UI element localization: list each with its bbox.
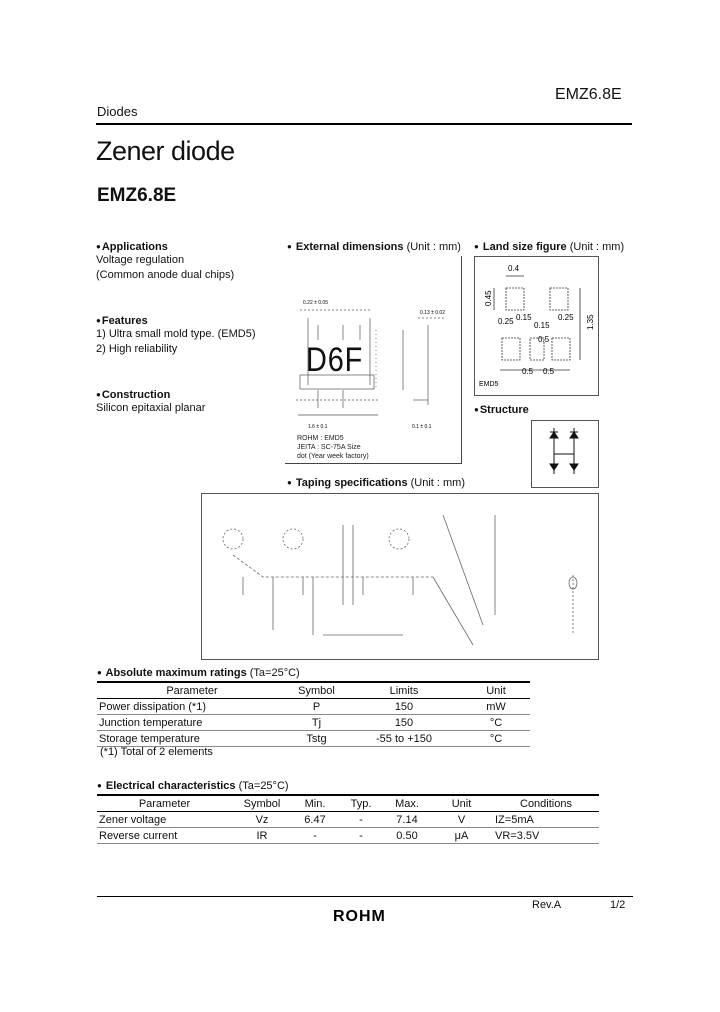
table-cell: P bbox=[287, 699, 346, 715]
features-heading: ● Features bbox=[96, 315, 256, 327]
land-dim: 0.25 bbox=[558, 313, 574, 322]
table-row bbox=[97, 715, 530, 731]
part-heading: EMZ6.8E bbox=[97, 185, 177, 206]
page-number: 1/2 bbox=[610, 899, 626, 911]
table-cell: - bbox=[292, 828, 338, 844]
table-cell: °C bbox=[462, 715, 530, 731]
table-cell: Tj bbox=[287, 715, 346, 731]
applications-heading: ● Applications bbox=[96, 241, 234, 253]
external-dimensions-unit: (Unit : mm) bbox=[406, 241, 461, 253]
structure-heading: ● Structure bbox=[474, 404, 529, 416]
column-header: Limits bbox=[346, 682, 462, 699]
package-note: dot (Year week factory) bbox=[297, 453, 369, 460]
land-dim: 1.35 bbox=[586, 314, 595, 330]
column-header: Parameter bbox=[97, 682, 287, 699]
column-header: Unit bbox=[462, 682, 530, 699]
rohm-logo bbox=[333, 907, 395, 923]
electrical-heading bbox=[97, 780, 289, 792]
taping-heading bbox=[287, 477, 465, 489]
table-cell: 7.14 bbox=[384, 812, 430, 828]
header-category: Diodes bbox=[97, 104, 138, 119]
table-cell: IR bbox=[232, 828, 292, 844]
external-dimensions-heading bbox=[287, 241, 461, 253]
column-header: Parameter bbox=[97, 795, 232, 812]
land-size-unit: (Unit : mm) bbox=[569, 241, 625, 253]
column-header: Symbol bbox=[287, 682, 346, 699]
abs-max-title: Absolute maximum ratings bbox=[105, 667, 247, 679]
table-cell: Storage temperature bbox=[97, 731, 287, 747]
table-cell: V bbox=[430, 812, 493, 828]
dimension-label: 0.1 ± 0.1 bbox=[412, 424, 432, 430]
table-cell: μA bbox=[430, 828, 493, 844]
revision: Rev.A bbox=[532, 899, 562, 911]
column-header: Max. bbox=[384, 795, 430, 812]
table-row bbox=[97, 828, 599, 844]
external-dimensions-title: External dimensions bbox=[295, 241, 404, 253]
structure-schematic bbox=[540, 424, 590, 482]
package-note: ROHM : EMD5 bbox=[297, 435, 344, 442]
footer-rule bbox=[97, 896, 633, 897]
table-row bbox=[97, 812, 599, 828]
land-dim: 0.25 bbox=[498, 317, 514, 326]
column-header: Unit bbox=[430, 795, 493, 812]
abs-max-condition: (Ta=25°C) bbox=[249, 667, 300, 679]
column-header: Conditions bbox=[493, 795, 599, 812]
column-header: Typ. bbox=[338, 795, 384, 812]
table-cell: Power dissipation (*1) bbox=[97, 699, 287, 715]
table-cell: 150 bbox=[346, 715, 462, 731]
land-size-heading bbox=[474, 241, 624, 253]
land-size-drawing bbox=[476, 258, 596, 392]
construction-heading: ● Construction bbox=[96, 389, 205, 401]
electrical-title: Electrical characteristics bbox=[105, 780, 236, 792]
table-cell: Vz bbox=[232, 812, 292, 828]
svg-text:ROHM: ROHM bbox=[333, 908, 386, 923]
land-size-title: Land size figure bbox=[482, 241, 567, 253]
construction-section bbox=[96, 389, 205, 416]
package-note: JEITA : SC-75A Size bbox=[297, 444, 361, 451]
applications-section bbox=[96, 241, 234, 283]
dimension-label: 1.6 ± 0.1 bbox=[308, 424, 328, 430]
table-cell: 6.47 bbox=[292, 812, 338, 828]
table-cell: - bbox=[338, 828, 384, 844]
land-package-label: EMD5 bbox=[479, 381, 499, 388]
taping-drawing bbox=[203, 495, 595, 655]
table-cell: mW bbox=[462, 699, 530, 715]
table-cell: 150 bbox=[346, 699, 462, 715]
table-cell: Reverse current bbox=[97, 828, 232, 844]
abs-max-heading bbox=[97, 667, 300, 679]
package-notes bbox=[297, 434, 369, 461]
taping-title: Taping specifications bbox=[295, 477, 408, 489]
column-header: Min. bbox=[292, 795, 338, 812]
applications-line: (Common anode dual chips) bbox=[96, 269, 235, 281]
table-cell: - bbox=[338, 812, 384, 828]
construction-line: Silicon epitaxial planar bbox=[96, 402, 206, 414]
table-row bbox=[97, 699, 530, 715]
land-dim: 0.5 bbox=[522, 367, 534, 376]
table-cell: VR=3.5V bbox=[493, 828, 599, 844]
features-line: 1) Ultra small mold type. (EMD5) bbox=[96, 328, 256, 340]
land-dim: 0.4 bbox=[508, 264, 520, 273]
table-header-row bbox=[97, 682, 530, 699]
abs-max-table bbox=[97, 681, 530, 747]
package-marking: D6F bbox=[306, 341, 364, 379]
table-cell: -55 to +150 bbox=[346, 731, 462, 747]
land-dim: 0.15 bbox=[516, 313, 532, 322]
features-section bbox=[96, 315, 256, 357]
electrical-condition: (Ta=25°C) bbox=[238, 780, 289, 792]
abs-max-note: (*1) Total of 2 elements bbox=[100, 746, 213, 758]
table-cell: Junction temperature bbox=[97, 715, 287, 731]
table-cell: 0.50 bbox=[384, 828, 430, 844]
features-line: 2) High reliability bbox=[96, 343, 178, 355]
header-rule bbox=[96, 123, 632, 125]
column-header: Symbol bbox=[232, 795, 292, 812]
land-dim: 0.15 bbox=[534, 321, 550, 330]
land-dim: 0.5 bbox=[538, 335, 550, 344]
taping-unit: (Unit : mm) bbox=[410, 477, 466, 489]
page-title: Zener diode bbox=[96, 136, 235, 166]
table-cell: Tstg bbox=[287, 731, 346, 747]
land-dim: 0.45 bbox=[484, 290, 493, 306]
table-cell: Zener voltage bbox=[97, 812, 232, 828]
table-cell: °C bbox=[462, 731, 530, 747]
applications-line: Voltage regulation bbox=[96, 254, 185, 266]
dimension-label: 0.13 ± 0.02 bbox=[420, 310, 445, 316]
table-cell: IZ=5mA bbox=[493, 812, 599, 828]
dimension-label: 0.22 ± 0.05 bbox=[303, 300, 328, 306]
land-dim: 0.5 bbox=[543, 367, 555, 376]
table-header-row bbox=[97, 795, 599, 812]
electrical-table bbox=[97, 794, 599, 844]
header-part-number: EMZ6.8E bbox=[555, 86, 622, 103]
